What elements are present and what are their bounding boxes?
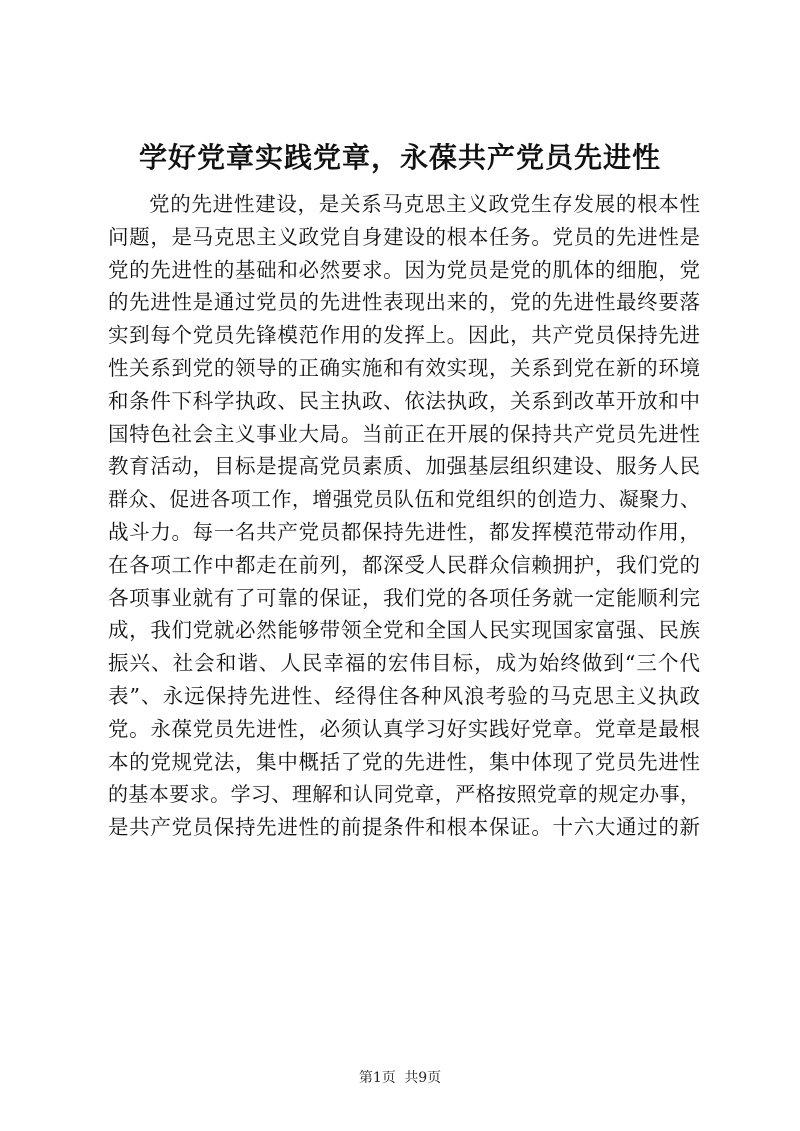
body-line: 党的先进性建设，是关系马克思主义政党生存发展的根本性 [149, 192, 700, 216]
body-line: 国特色社会主义事业大局。当前正在开展的保持共产党员先进性 [108, 421, 700, 446]
body-line: 问题，是马克思主义政党自身建设的根本任务。党员的先进性是 [108, 224, 700, 249]
body-line: 本的党规党法，集中概括了党的先进性，集中体现了党员先进性 [108, 749, 700, 774]
body-line: 在各项工作中都走在前列，都深受人民群众信赖拥护，我们党的 [108, 552, 700, 577]
body-line: 群众、促进各项工作，增强党员队伍和党组织的创造力、凝聚力、 [108, 487, 700, 512]
body-line: 实到每个党员先锋模范作用的发挥上。因此，共产党员保持先进 [108, 323, 700, 348]
document-body [108, 188, 700, 844]
body-line: 教育活动，目标是提高党员素质、加强基层组织建设、服务人民 [108, 454, 700, 479]
body-line: 成，我们党就必然能够带领全党和全国人民实现国家富强、民族 [108, 618, 700, 643]
body-line: 各项事业就有了可靠的保证，我们党的各项任务就一定能顺利完 [108, 585, 700, 610]
body-line: 的基本要求。学习、理解和认同党章，严格按照党章的规定办事， [108, 782, 700, 807]
body-line: 是共产党员保持先进性的前提条件和根本保证。十六大通过的新 [108, 815, 700, 840]
body-line: 和条件下科学执政、民主执政、依法执政，关系到改革开放和中 [108, 388, 700, 413]
page-footer [0, 1068, 800, 1088]
page-total: 共9页 [404, 1070, 442, 1086]
body-line: 的先进性是通过党员的先进性表现出来的，党的先进性最终要落 [108, 290, 700, 315]
body-line: 战斗力。每一名共产党员都保持先进性，都发挥模范带动作用， [108, 519, 700, 544]
body-line: 性关系到党的领导的正确实施和有效实现，关系到党在新的环境 [108, 355, 700, 380]
body-line: 振兴、社会和谐、人民幸福的宏伟目标，成为始终做到“三个代 [108, 651, 700, 676]
page-number: 第1页 [358, 1070, 396, 1086]
document-title: 学好党章实践党章，永葆共产党员先进性 [138, 141, 661, 174]
body-line: 党。永葆党员先进性，必须认真学习好实践好党章。党章是最根 [108, 716, 700, 741]
body-line: 表”、永远保持先进性、经得住各种风浪考验的马克思主义执政 [108, 683, 700, 708]
body-line: 党的先进性的基础和必然要求。因为党员是党的肌体的细胞，党 [108, 257, 700, 282]
